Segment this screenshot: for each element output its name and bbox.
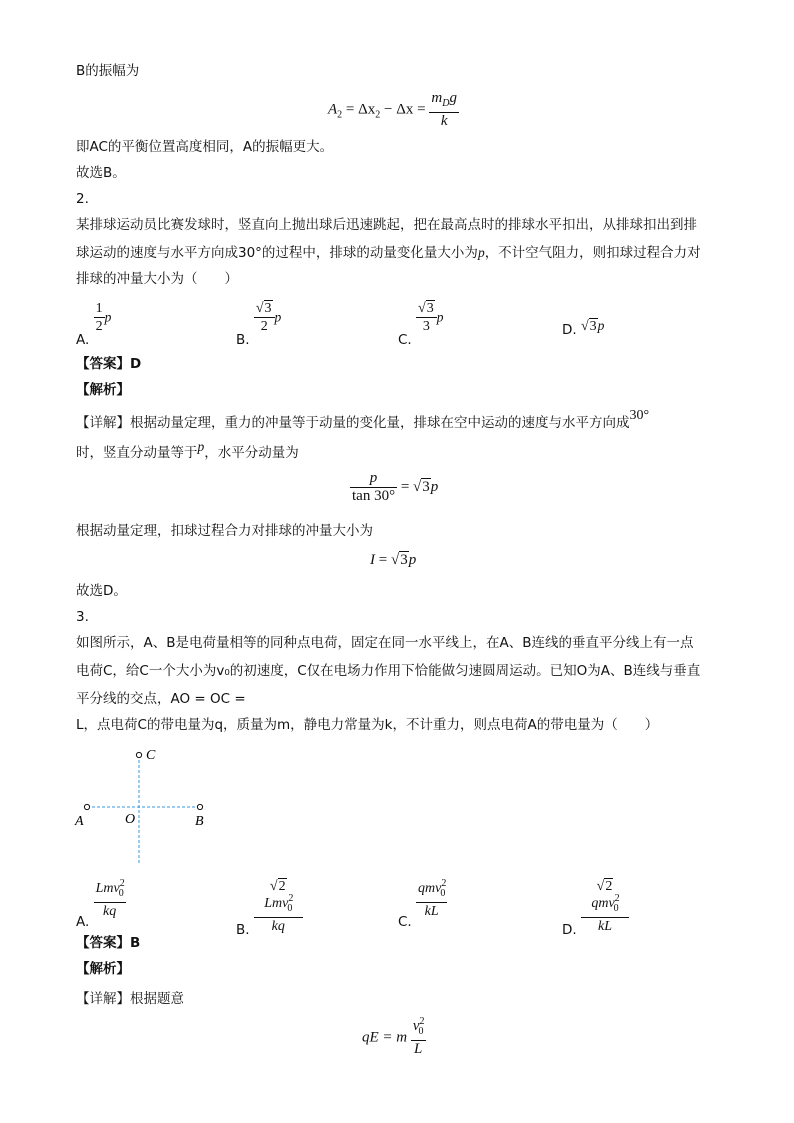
charge-diagram	[70, 745, 220, 870]
answer: 【答案】D	[76, 356, 142, 372]
question-stem: L，点电荷C的带电量为q，质量为m，静电力常量为k，不计重力，则点电荷A的带电量为（ ）	[76, 717, 659, 733]
option-c[interactable]: C. $\frac{qmv_{20}}{kL}$	[398, 877, 447, 930]
analysis-heading: 【解析】	[76, 382, 130, 398]
amplitude-equation: $A_2 = \Delta x_2 - \Delta x$ = $\frac{m_Dg}{k}$	[328, 90, 457, 129]
question-stem: 如图所示，A、B是电荷量相等的同种点电荷，固定在同一水平线上，在A、B连线的垂直平分线上有一点	[76, 635, 694, 651]
question-stem: 平分线的交点，AO = OC =	[76, 691, 246, 707]
option-b[interactable]: B. $\frac{√3}{2}$ p	[236, 301, 282, 348]
label-b: B	[195, 814, 204, 829]
label-o: O	[125, 812, 136, 827]
question-stem: 排球的冲量大小为（ ）	[76, 271, 238, 287]
force-equation: qE = m $\frac{v_{20}}{L}$	[362, 1016, 425, 1057]
option-b[interactable]: B. $\frac{√2Lmv_{20}}{kq}$	[236, 878, 303, 935]
conclusion: 故选D。	[76, 583, 127, 599]
detail-text: 时，竖直分动量等于p，水平分动量为	[76, 439, 299, 461]
label-a: A	[75, 814, 84, 829]
intro-line: B的振幅为	[76, 63, 140, 79]
charge-a	[84, 804, 89, 809]
label-c: C	[146, 748, 156, 763]
detail-text: 【详解】根据动量定理，重力的冲量等于动量的变化量，排球在空中运动的速度与水平方向成30°	[76, 408, 650, 431]
charge-c	[136, 752, 141, 757]
question-number: 3.	[76, 609, 89, 625]
question-number: 2.	[76, 191, 89, 207]
detail-text: 根据动量定理，扣球过程合力对排球的冲量大小为	[76, 523, 373, 539]
question-stem: 电荷C，给C一个大小为v₀的初速度，C仅在电场力作用下恰能做匀速圆周运动。已知O为A、B连线与垂直	[76, 663, 701, 679]
intro-line: 即AC的平衡位置高度相同，A的振幅更大。	[76, 139, 334, 155]
answer: 【答案】B	[76, 935, 141, 951]
option-a[interactable]: A. $\frac{Lmv_{20}}{kq}$	[76, 877, 125, 930]
option-c[interactable]: C. $\frac{√3}{3}$ p	[398, 301, 444, 348]
question-stem: 球运动的速度与水平方向成30°的过程中，排球的动量变化量大小为p，不计空气阻力，则扣球过程合力对	[76, 245, 701, 261]
analysis-heading: 【解析】	[76, 961, 130, 977]
impulse-equation: I = √3p	[370, 552, 417, 568]
charge-b	[197, 804, 202, 809]
question-stem: 某排球运动员比赛发球时，竖直向上抛出球后迅速跳起，把在最高点时的排球水平扣出，从排球扣出到排	[76, 217, 697, 233]
momentum-equation: $\frac{p}{\tan 30^\circ}$ = √3p	[352, 470, 439, 504]
detail-text: 【详解】根据题意	[76, 991, 184, 1007]
option-d[interactable]: D. $\frac{√2qmv_{20}}{kL}$	[562, 878, 629, 935]
intro-line: 故选B。	[76, 165, 126, 181]
option-d[interactable]: D. √3p	[562, 318, 605, 338]
option-a[interactable]: A. $\frac{1}{2}$ p	[76, 301, 112, 348]
